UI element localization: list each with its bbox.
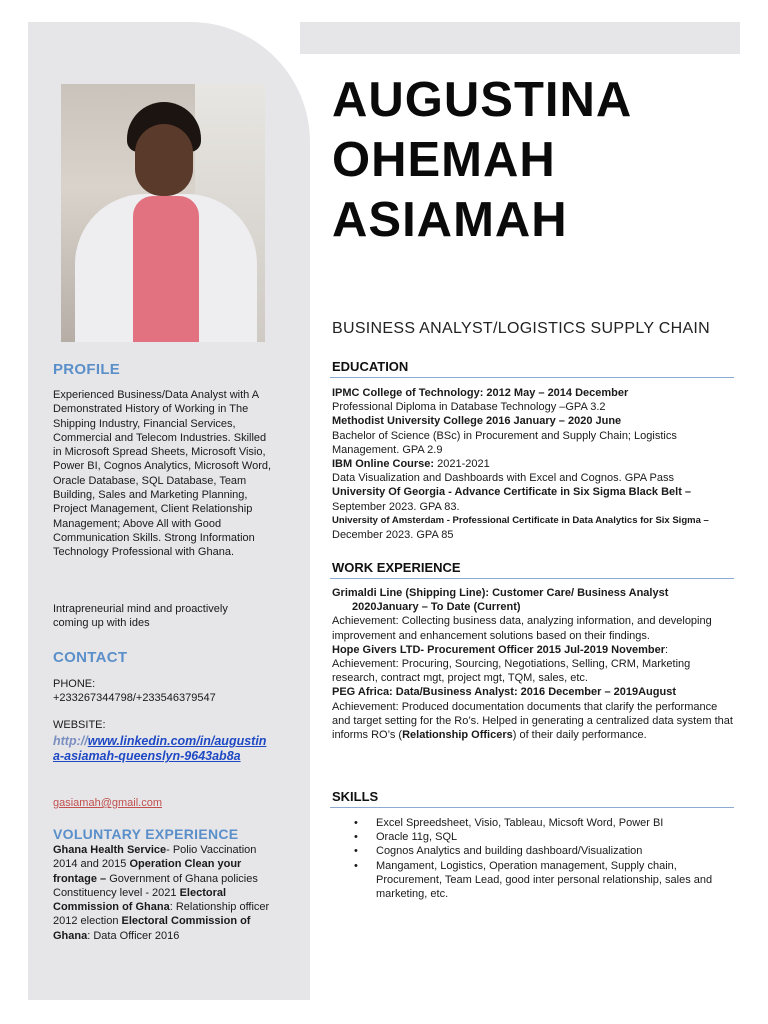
job-title: BUSINESS ANALYST/LOGISTICS SUPPLY CHAIN — [332, 320, 711, 337]
profile-photo — [61, 84, 265, 342]
work-list: Grimaldi Line (Shipping Line): Customer Care/ Business Analyst 2020January – To Date (Current) Achievement: Collecting business data, analyzing information, and developing improvement and enhancement solutions based on their findings. Hope Givers LTD- Procurement Officer 2015 Jul-2019 November: Achievement: Procuring, Sourcing, Negotiations, Selling, CRM, Marketing research, contract mgt, project mgt, TQM, sales, etc. PEG Africa: Data/Business Analyst: 2016 December – 2019August Achievement: Produced documentation documents that clarify the performance and target setting for the Ro’s. Helped in generating a centralized data system that informs RO’s (Relationship Officers) of their daily performance. — [332, 587, 733, 742]
phone-label: PHONE: — [53, 678, 96, 690]
education-heading: EDUCATION — [332, 359, 409, 374]
voluntary-text: Ghana Health Service- Polio Vaccination 2014 and 2015 Operation Clean your frontage – Government of Ghana policies Constituency level - 2021 Electoral Commission of Ghana: Relationship officer 2012 election Electoral Commission of Ghana: Data Officer 2016 — [53, 844, 270, 942]
contact-heading: CONTACT — [53, 649, 128, 666]
profile-text: Experienced Business/Data Analyst with A Demonstrated History of Working in The Shipping Industry, Financial Services, Commercial and Telecom Industries. Skilled in Microsoft Spread Sheets, Microsoft Visio, Power BI, Cognos Analytics, Microsoft Word, Oracle Database, SQL Database, Team Building, Sales and Marketing Planning, Project Management, Client Relationship Management; Above All with Good Communication Skills. Strong Information Technology Professional with Ghana. — [53, 389, 272, 559]
list-item: • Mangament, Logistics, Operation management, Supply chain, Procurement, Team Lead, good inter personal relationship, sales and marketing, etc. — [358, 859, 734, 902]
website-label: WEBSITE: — [53, 719, 106, 731]
list-item: • Cognos Analytics and building dashboard/Visualization — [358, 844, 734, 858]
full-name: AUGUSTINA OHEMAH ASIAMAH — [332, 73, 633, 247]
education-divider — [330, 377, 734, 378]
work-heading: WORK EXPERIENCE — [332, 560, 461, 575]
email-link[interactable]: gasiamah@gmail.com — [53, 797, 162, 809]
skills-divider — [330, 807, 734, 808]
phone-number: +233267344798/+233546379547 — [53, 692, 216, 704]
website-link[interactable]: http://www.linkedin.com/in/augustina-asiamah-queenslyn-9643ab8a — [53, 734, 267, 764]
header-band — [300, 22, 740, 54]
profile-heading: PROFILE — [53, 361, 121, 378]
list-item: • Oracle 11g, SQL — [358, 830, 734, 844]
work-divider — [330, 578, 734, 579]
profile-text-2: Intrapreneurial mind and proactively coming up with ides — [53, 603, 228, 630]
education-list: IPMC College of Technology: 2012 May – 2014 December Professional Diploma in Database Technology –GPA 3.2 Methodist University College 2016 January – 2020 June Bachelor of Science (BSc) in Procurement and Supply Chain; Logistics Management. GPA 2.9 IBM Online Course: 2021-2021 Data Visualization and Dashboards with Excel and Cognos. GPA Pass University Of Georgia - Advance Certificate in Six Sigma Black Belt – September 2023. GPA 83. University of Amsterdam - Professional Certificate in Data Analytics for Six Sigma – December 2023. GPA 85 — [332, 387, 709, 542]
voluntary-heading: VOLUNTARY EXPERIENCE — [53, 826, 239, 842]
skills-heading: SKILLS — [332, 789, 379, 804]
skills-list — [358, 816, 734, 901]
list-item: • Excel Spreedsheet, Visio, Tableau, Micsoft Word, Power BI — [358, 816, 734, 830]
